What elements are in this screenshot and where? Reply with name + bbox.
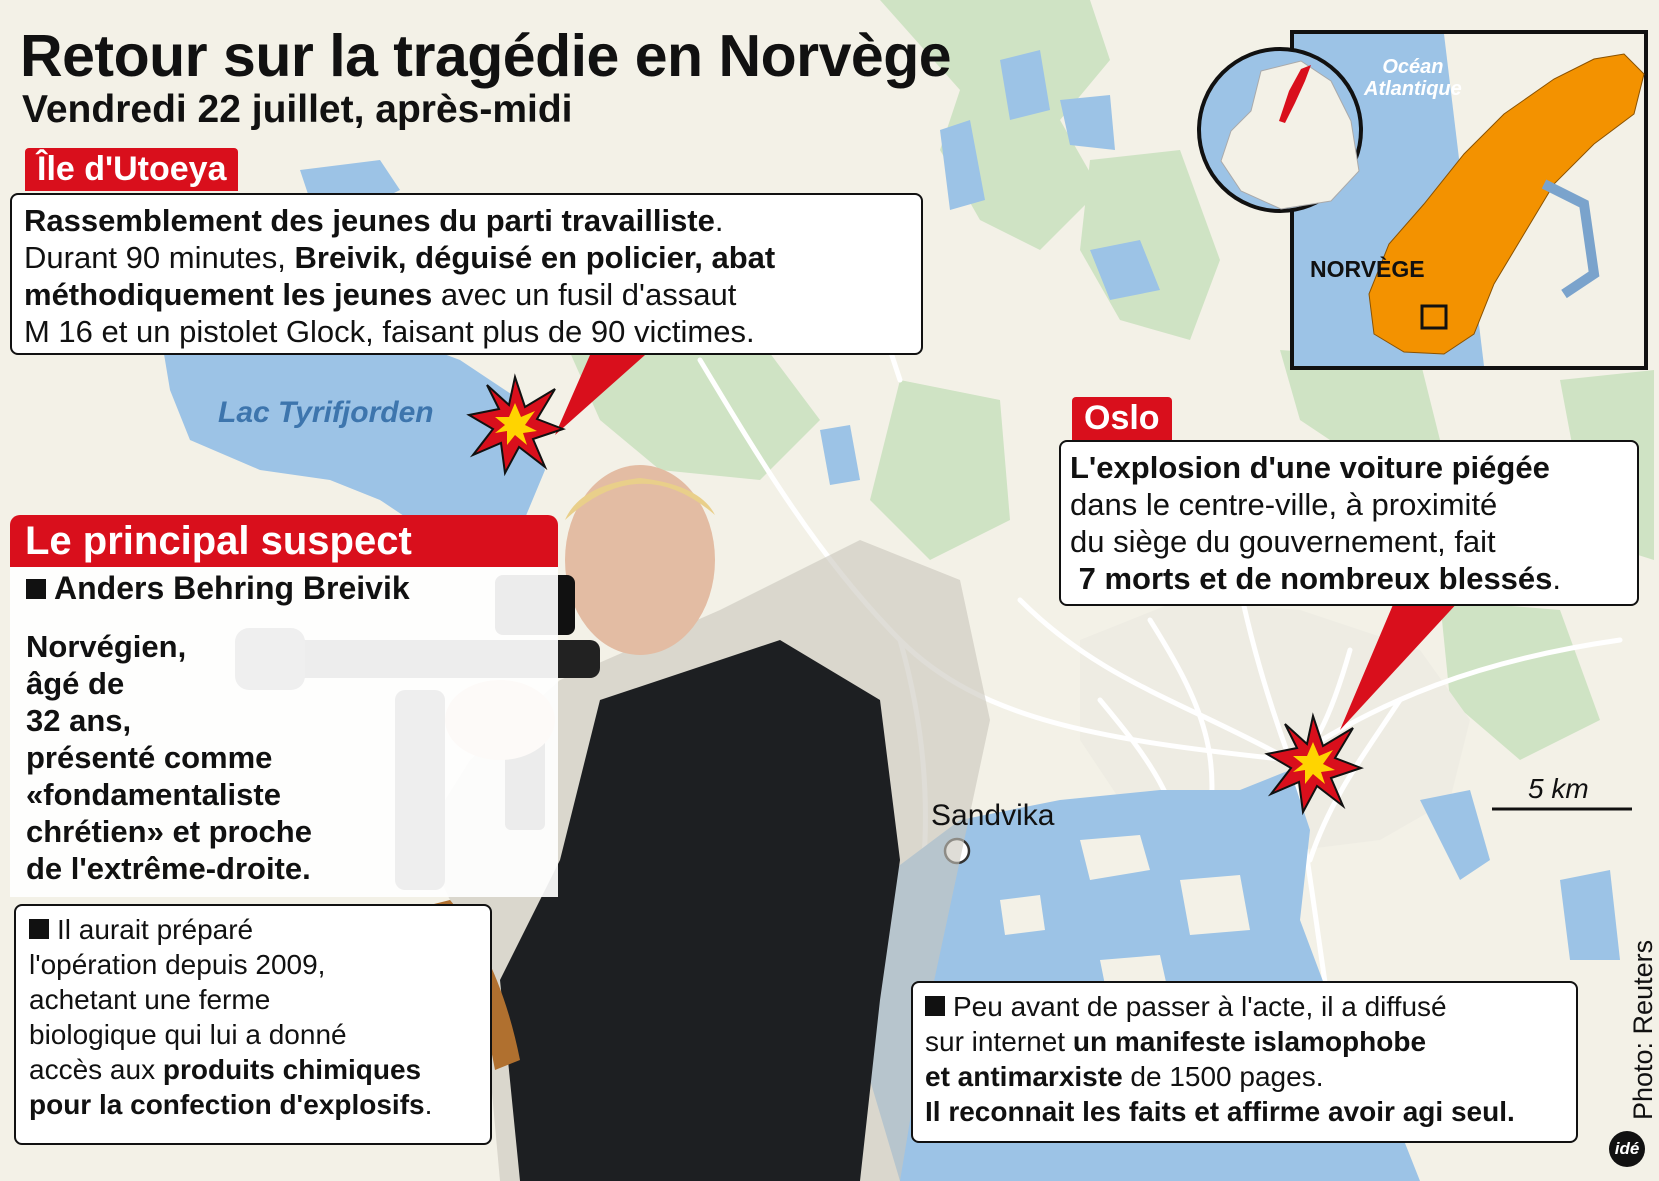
bullet-square-icon	[26, 579, 46, 599]
utoeya-callout: Rassemblement des jeunes du parti travailliste. Durant 90 minutes, Breivik, déguisé en policier, abat méthodiquement les jeunes avec un fusil d'assaut M 16 et un pistolet Glock, faisant plus de 90 victimes.	[10, 193, 923, 355]
europe-globe	[1197, 47, 1363, 213]
oslo-callout: L'explosion d'une voiture piégée dans le centre-ville, à proximité du siège du gouvernement, fait 7 morts et de nombreux blessés.	[1059, 440, 1639, 606]
preparation-box: Il aurait préparé l'opération depuis 2009, achetant une ferme biologique qui lui a donné accès aux produits chimiques pour la confection d'explosifs.	[14, 904, 492, 1145]
oslo-tag: Oslo	[1072, 397, 1172, 440]
scale-label: 5 km	[1528, 773, 1589, 804]
manifesto-box: Peu avant de passer à l'acte, il a diffusé sur internet un manifeste islamophobe et antimarxiste de 1500 pages. Il reconnait les faits et affirme avoir agi seul.	[911, 981, 1578, 1143]
europe-globe-icon	[1201, 51, 1359, 209]
sandvika-label: Sandvika	[931, 799, 1055, 832]
suspect-description: Norvégien, âgé de 32 ans, présenté comme «fondamentaliste chrétien» et proche de l'extrême-droite.	[26, 629, 312, 886]
photo-credit: Photo: Reuters	[1628, 939, 1658, 1120]
norway-label: NORVÈGE	[1310, 256, 1425, 282]
suspect-name: Anders Behring Breivik	[26, 570, 410, 607]
ocean-label: Océan Atlantique	[1364, 56, 1462, 100]
page-subtitle: Vendredi 22 juillet, après-midi	[22, 88, 573, 131]
utoeya-tag: Île d'Utoeya	[25, 148, 238, 191]
bullet-square-icon	[29, 919, 49, 939]
publisher-logo: idé	[1609, 1131, 1645, 1167]
lake-label: Lac Tyrifjorden	[218, 396, 434, 429]
bullet-square-icon	[925, 996, 945, 1016]
suspect-tag: Le principal suspect	[25, 519, 412, 563]
page-title: Retour sur la tragédie en Norvège	[20, 23, 952, 89]
